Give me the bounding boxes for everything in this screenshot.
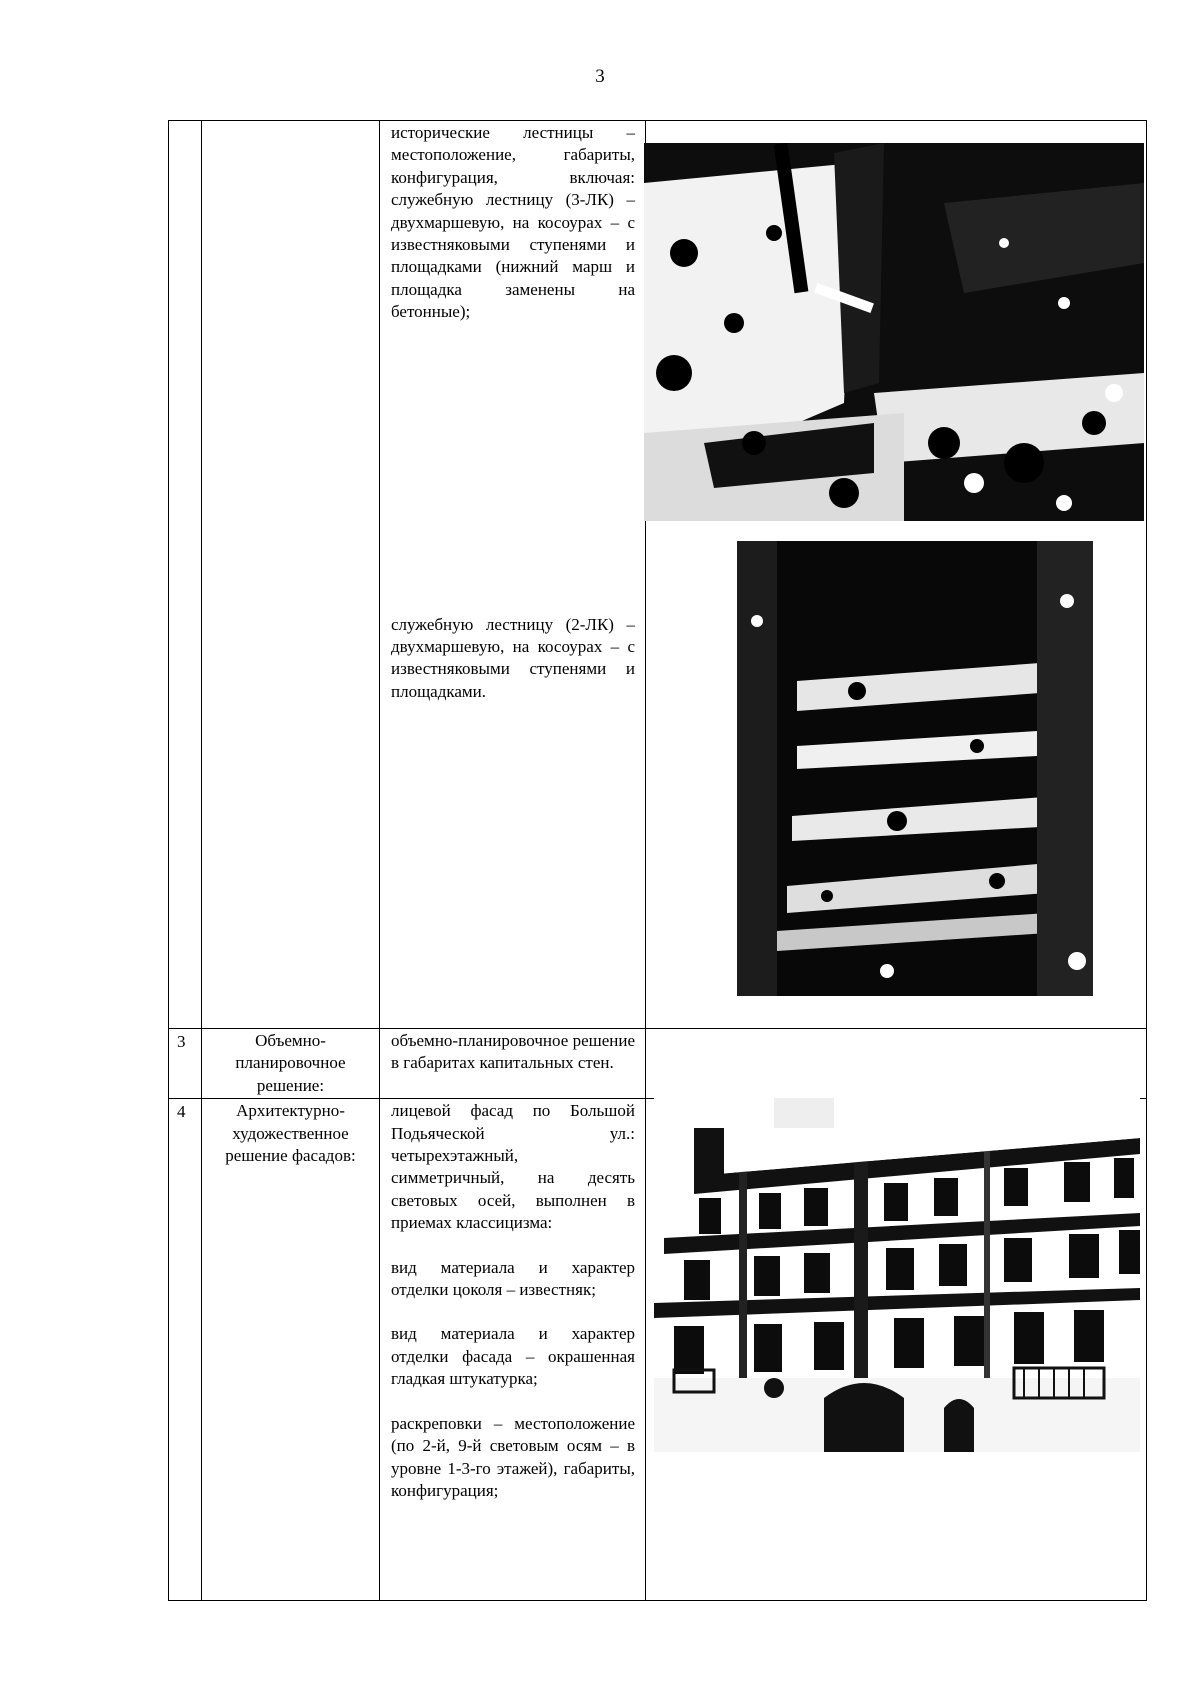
description-paragraph: вид материала и характер отделки цоколя – известняк;: [391, 1257, 635, 1300]
row-subject: Объемно-планировочное решение:: [202, 1029, 380, 1099]
staircase-3lk-photo: [644, 143, 1144, 521]
row-description: [380, 121, 646, 1029]
page-number: 3: [595, 66, 605, 87]
description-paragraph: лицевой фасад по Большой Подьяческой ул.: четырехэтажный, симметричный, на десять световых осей, выполнен в приемах классицизма:: [391, 1101, 635, 1233]
row-subject: Архитектурно-художественное решение фасадов:: [202, 1099, 380, 1601]
description-paragraph: вид материала и характер отделки фасада – окрашенная гладкая штукатурка;: [391, 1324, 635, 1389]
facade-photo: [654, 1098, 1140, 1452]
staircase-2lk-photo: [737, 541, 1093, 996]
description-paragraph: служебную лестницу (2-ЛК) – двухмаршевую, на косоурах – с известняковыми ступенями и площадками.: [391, 614, 635, 701]
row-description: [380, 1029, 646, 1099]
row-photos: [646, 1029, 1147, 1099]
description-paragraph: исторические лестницы – местоположение, габариты, конфигурация, включая: служебную лестницу (3-ЛК) – двухмаршевую, на косоурах – с известняковыми ступенями и площадками (нижний марш и площадка заменены на бетонные);: [391, 123, 635, 322]
row-description: [380, 1099, 646, 1601]
row-number: [169, 121, 202, 1029]
row-subject: [202, 121, 380, 1029]
table-row: [169, 1029, 1147, 1099]
row-number: 3: [169, 1029, 202, 1099]
row-number: 4: [169, 1099, 202, 1601]
description-paragraph: объемно-планировочное решение в габаритах капитальных стен.: [391, 1031, 635, 1073]
description-paragraph: раскреповки – местоположение (по 2-й, 9-й световым осям – в уровне 1-3-го этажей), габариты, конфигурация;: [391, 1413, 635, 1500]
